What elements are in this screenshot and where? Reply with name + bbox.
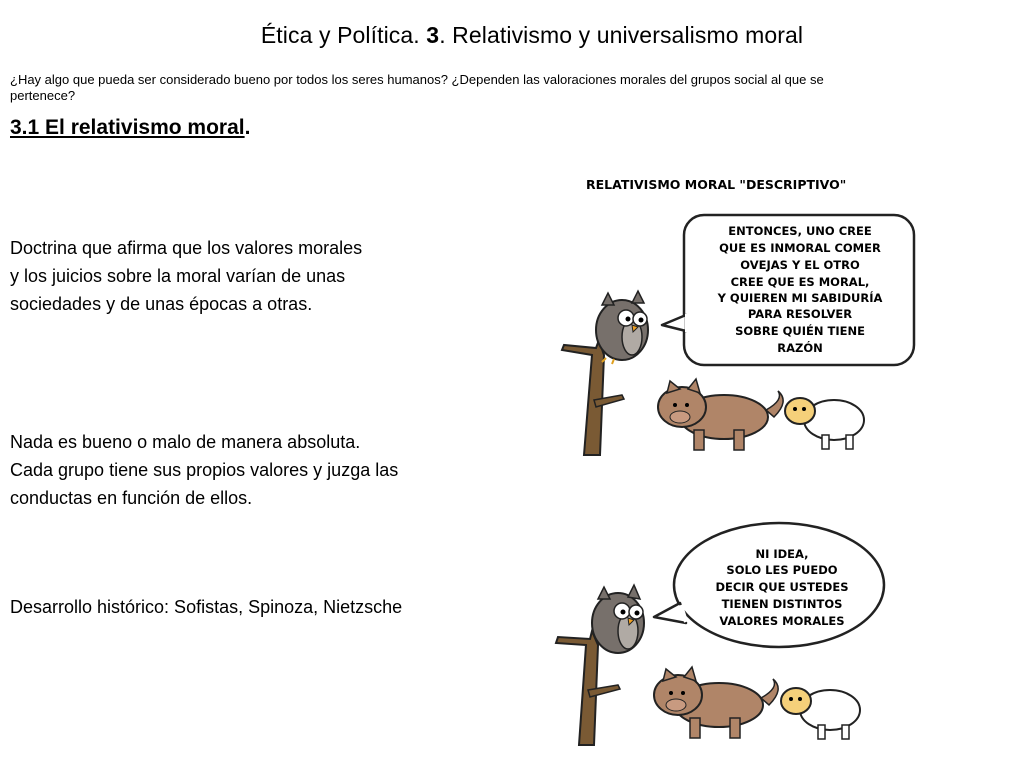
- paragraph-line: conductas en función de ellos.: [10, 488, 253, 508]
- guiding-question: [10, 72, 1010, 104]
- comic-caption: RELATIVISMO MORAL "DESCRIPTIVO": [586, 177, 847, 192]
- paragraph-line: Doctrina que afirma que los valores morales: [10, 238, 363, 258]
- comic-svg: [534, 155, 924, 768]
- question-line: pertenece?: [10, 88, 76, 103]
- paragraph-line: Nada es bueno o malo de manera absoluta.: [10, 432, 361, 452]
- svg-text:Y QUIEREN MI SABIDURÍA: Y QUIEREN MI SABIDURÍA: [717, 291, 883, 305]
- svg-text:TIENEN DISTINTOS: TIENEN DISTINTOS: [721, 597, 843, 611]
- question-line: ¿Hay algo que pueda ser considerado bueno por todos los seres humanos? ¿Dependen las valoraciones morales del grupos social al que se: [10, 72, 824, 87]
- sheep-icon: [781, 688, 860, 739]
- paragraph-line: Cada grupo tiene sus propios valores y juzga las: [10, 460, 399, 480]
- owl-icon: [592, 585, 644, 653]
- svg-text:VALORES MORALES: VALORES MORALES: [719, 614, 845, 628]
- wolf-icon: [658, 379, 783, 450]
- svg-text:CREE QUE ES MORAL,: CREE QUE ES MORAL,: [730, 275, 870, 289]
- definition-paragraph: [10, 234, 530, 318]
- absolute-paragraph: [10, 428, 530, 512]
- svg-text:ENTONCES, UNO CREE: ENTONCES, UNO CREE: [728, 224, 872, 238]
- paragraph-line: y los juicios sobre la moral varían de unas: [10, 266, 346, 286]
- svg-text:RAZÓN: RAZÓN: [777, 341, 823, 355]
- paragraph-line: sociedades y de unas épocas a otras.: [10, 294, 313, 314]
- svg-text:SOLO LES PUEDO: SOLO LES PUEDO: [726, 563, 838, 577]
- svg-text:NI IDEA,: NI IDEA,: [755, 547, 809, 561]
- wolf-icon: [654, 667, 778, 738]
- svg-text:DECIR QUE USTEDES: DECIR QUE USTEDES: [715, 580, 849, 594]
- svg-text:PARA RESOLVER: PARA RESOLVER: [747, 307, 853, 321]
- svg-text:QUE ES INMORAL COMER: QUE ES INMORAL COMER: [719, 241, 881, 255]
- history-paragraph: Desarrollo histórico: Sofistas, Spinoza, Nietzsche: [10, 597, 403, 617]
- svg-text:SOBRE QUIÉN TIENE: SOBRE QUIÉN TIENE: [735, 324, 865, 338]
- sheep-icon: [785, 398, 864, 449]
- comic-illustration: [534, 155, 924, 768]
- section-heading: 3.1 El relativismo moral.: [10, 116, 251, 139]
- slide-title: Ética y Política. 3. Relativismo y universalismo moral: [260, 22, 804, 48]
- svg-text:OVEJAS Y EL OTRO: OVEJAS Y EL OTRO: [740, 258, 860, 272]
